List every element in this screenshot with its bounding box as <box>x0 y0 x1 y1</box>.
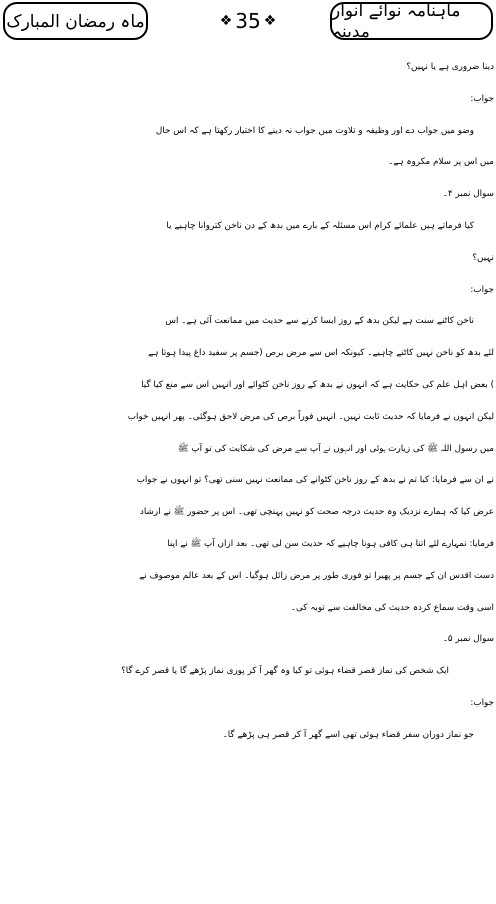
text-line: عرض کیا کہ ہمارے نزدیک وہ حدیث درجہ صحت کو نہیں پہنچی تھی۔ اس پر حضور ﷺ نے ارشاد <box>139 507 494 518</box>
text-line: نے ان سے فرمایا: کیا تم نے بدھ کے روز ناخن کٹوانے کی ممانعت نہیں سنی تھی؟ تو انہوں نے جواب <box>136 475 494 486</box>
month-title: ماہ رمضان المبارک <box>6 11 145 32</box>
header-left-box <box>3 2 148 40</box>
question-heading: سوال نمبر ۴۔ <box>442 189 494 200</box>
question-heading: سوال نمبر ۵۔ <box>442 634 494 645</box>
page-header <box>0 0 496 46</box>
article-body <box>0 52 494 752</box>
answer-heading: جواب: <box>470 697 494 708</box>
text-line: میں رسول اللہ ﷺ کی زیارت ہوئی اور انہوں نے آپ سے مرض کی شکایت کی تو آپ ﷺ <box>177 443 494 454</box>
text-line: اسی وقت سماع کردہ حدیث کی مخالفت سے توبہ کی۔ <box>290 602 494 613</box>
text-line: نہیں؟ <box>472 252 494 263</box>
text-line: ناخن کاٹنے سنت ہے لیکن بدھ کے روز ایسا کرنے سے حدیث میں ممانعت آئی ہے۔ اس <box>165 316 474 327</box>
text-line: فرمایا: تمہارے لئے اتنا ہی کافی ہونا چاہیے کہ حدیث سن لی تھی۔ بعد ازاں آپ ﷺ نے اپنا <box>167 538 494 549</box>
text-line: ایک شخص کی نماز قصر قضاء ہوئی تو کیا وہ گھر آ کر پوری نماز پڑھے گا یا قصر کرے گا؟ <box>121 666 449 677</box>
text-line: جو نماز دوران سفر قضاء ہوئی تھی اسے گھر آ کر قصر ہی پڑھے گا۔ <box>222 729 474 740</box>
answer-heading: جواب: <box>470 93 494 104</box>
ornament-icon: ❖ <box>219 13 233 29</box>
text-line: ) بعض اہل علم کی حکایت ہے کہ انہوں نے بدھ کے روز ناخن کٹوائے اور انہیں اس سے منع کیا گیا <box>141 379 494 390</box>
ornament-icon: ❖ <box>263 13 277 29</box>
page-number: 35 <box>235 9 261 33</box>
answer-heading: جواب: <box>470 284 494 295</box>
text-line: میں اس پر سلام مکروہ ہے۔ <box>388 157 494 168</box>
text-line: لئے بدھ کو ناخن نہیں کاٹنے چاہیے۔ کیونکہ اس سے مرض برص (جسم پر سفید داغ پیدا ہوتا ہے <box>148 348 494 359</box>
text-line: کیا فرماتے ہیں علمائے کرام اس مسئلہ کے بارے میں بدھ کے دن ناخن کتروانا چاہیے یا <box>166 220 474 231</box>
text-line: وضو میں جواب دے اور وظیفہ و تلاوت میں جواب نہ دینے کا اختیار رکھتا ہے کہ اس حال <box>155 125 474 136</box>
text-line: دینا ضروری ہے یا نہیں؟ <box>406 62 494 72</box>
text-line: دست اقدس ان کے جسم پر پھیرا تو فوری طور پر مرض زائل ہوگیا۔ اس کے بعد عالم موصوف نے <box>139 570 494 581</box>
text-line: لیکن انہوں نے فرمایا کہ حدیث ثابت نہیں۔ انہیں فوراً برص کی مرض لاحق ہوگئی۔ پھر انہیں خواب <box>127 411 494 422</box>
page-number-block <box>203 6 293 36</box>
magazine-title: ماہنامہ نوائے انوار مدینہ <box>332 1 461 42</box>
header-right-box <box>330 2 493 40</box>
